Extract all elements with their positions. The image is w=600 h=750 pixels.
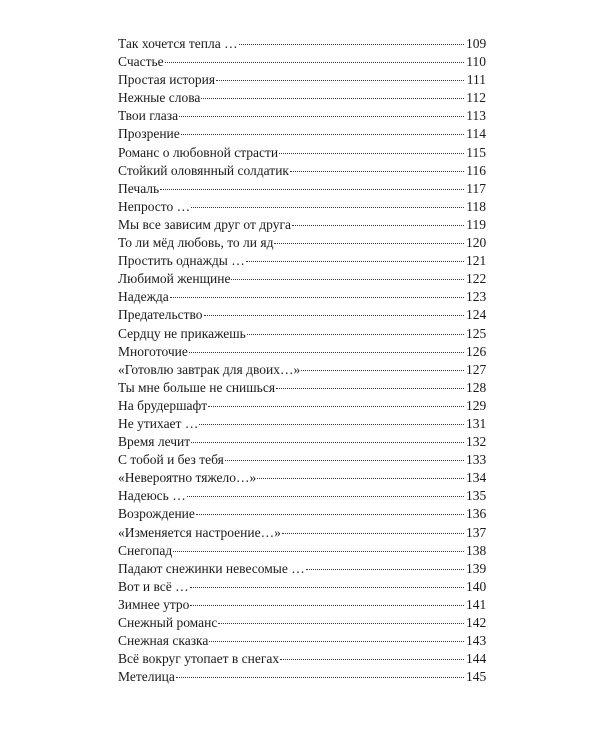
toc-entry-title: Время лечит — [118, 434, 191, 450]
toc-entry — [118, 162, 486, 180]
dot-leader — [216, 80, 464, 81]
toc-entry-page-number: 128 — [466, 379, 487, 395]
dot-leader — [179, 116, 464, 117]
dot-leader — [257, 478, 464, 479]
toc-entry-title: То ли мёд любовь, то ли яд — [118, 235, 274, 251]
dot-leader — [191, 442, 464, 443]
toc-entry — [118, 198, 486, 216]
toc-entry-title: Надеюсь … — [118, 488, 186, 504]
toc-entry-page-number: 113 — [466, 108, 486, 124]
toc-entry — [118, 270, 486, 288]
toc-entry-title: Прозрение — [118, 126, 180, 142]
dot-leader — [190, 587, 464, 588]
toc-entry-page-number: 131 — [466, 415, 487, 431]
toc-entry — [118, 487, 486, 505]
dot-leader — [189, 352, 464, 353]
dot-leader — [173, 551, 464, 552]
toc-entry-title: Печаль — [118, 180, 160, 196]
toc-entry-title: Ты мне больше не снишься — [118, 379, 276, 395]
dot-leader — [181, 134, 464, 135]
toc-entry-title: Снежная сказка — [118, 633, 209, 649]
toc-entry-title: Романс о любовной страсти — [118, 144, 279, 160]
toc-entry-title: Возрождение — [118, 506, 195, 522]
dot-leader — [274, 243, 464, 244]
toc-entry — [118, 288, 486, 306]
toc-entry-title: Предательство — [118, 307, 203, 323]
toc-entry — [118, 89, 486, 107]
toc-entry-page-number: 123 — [466, 289, 487, 305]
toc-entry — [118, 542, 486, 560]
toc-entry-page-number: 132 — [466, 434, 487, 450]
toc-entry — [118, 632, 486, 650]
dot-leader — [209, 641, 464, 642]
toc-entry-title: Любимой женщине — [118, 271, 231, 287]
toc-entry-title: Счастье — [118, 54, 164, 70]
toc-entry-page-number: 138 — [466, 542, 487, 558]
toc-entry — [118, 668, 486, 686]
toc-entry-page-number: 126 — [466, 343, 487, 359]
toc-entry-title: Метелица — [118, 669, 175, 685]
toc-entry-title: Зимнее утро — [118, 596, 190, 612]
toc-entry-title: Вот и всё … — [118, 578, 189, 594]
toc-entry-page-number: 115 — [466, 144, 486, 160]
toc-entry-title: Многоточие — [118, 343, 188, 359]
toc-entry-page-number: 136 — [466, 506, 487, 522]
toc-entry-title: Надежда — [118, 289, 169, 305]
toc-entry-title: Так хочется тепла … — [118, 36, 238, 51]
toc-entry — [118, 451, 486, 469]
dot-leader — [282, 533, 464, 534]
dot-leader — [165, 62, 464, 63]
toc-entry-page-number: 121 — [466, 253, 487, 269]
toc-entry — [118, 107, 486, 125]
dot-leader — [301, 370, 464, 371]
toc-entry-title: Стойкий оловянный солдатик — [118, 162, 289, 178]
dot-leader — [160, 189, 464, 190]
dot-leader — [292, 225, 464, 226]
toc-entry-title: Падают снежинки невесомые … — [118, 560, 305, 576]
toc-entry — [118, 614, 486, 632]
toc-entry-title: «Изменяется настроение…» — [118, 524, 281, 540]
dot-leader — [196, 514, 464, 515]
toc-entry-page-number: 144 — [466, 651, 487, 667]
toc-entry-page-number: 120 — [466, 235, 487, 251]
toc-entry — [118, 596, 486, 614]
toc-entry-page-number: 141 — [466, 596, 487, 612]
toc-entry — [118, 397, 486, 415]
toc-entry-page-number: 118 — [466, 198, 486, 214]
toc-entry — [118, 433, 486, 451]
dot-leader — [280, 659, 464, 660]
toc-entry — [118, 560, 486, 578]
dot-leader — [239, 44, 464, 45]
toc-entry — [118, 379, 486, 397]
toc-entry-page-number: 135 — [466, 488, 487, 504]
toc-entry — [118, 469, 486, 487]
dot-leader — [201, 98, 464, 99]
toc-entry-title: Простить однажды … — [118, 253, 245, 269]
toc-entry-title: Твои глаза — [118, 108, 179, 124]
dot-leader — [204, 315, 464, 316]
toc-entry — [118, 234, 486, 252]
toc-entry-page-number: 142 — [466, 615, 487, 630]
toc-entry — [118, 325, 486, 343]
toc-entry-page-number: 117 — [466, 180, 486, 196]
toc-entry — [118, 415, 486, 433]
dot-leader — [246, 261, 464, 262]
toc-entry-page-number: 110 — [466, 54, 486, 70]
dot-leader — [191, 207, 464, 208]
dot-leader — [176, 677, 464, 678]
toc-entry — [118, 252, 486, 270]
toc-entry-page-number: 134 — [466, 470, 487, 486]
toc-entry — [118, 180, 486, 198]
toc-entry-page-number: 143 — [466, 633, 487, 649]
dot-leader — [170, 297, 464, 298]
toc-entry-page-number: 145 — [466, 669, 487, 685]
dot-leader — [187, 496, 464, 497]
toc-entry — [118, 505, 486, 523]
toc-entry-title: С тобой и без тебя — [118, 452, 224, 468]
toc-entry — [118, 53, 486, 71]
toc-entry-page-number: 116 — [466, 162, 486, 178]
toc-entry-title: «Невероятно тяжело…» — [118, 470, 257, 486]
toc-entry-page-number: 137 — [466, 524, 487, 540]
dot-leader — [306, 569, 464, 570]
toc-entry-title: Снегопад — [118, 542, 173, 558]
toc-entry-page-number: 129 — [466, 397, 487, 413]
toc-entry — [118, 216, 486, 234]
toc-entry-title: На брудершафт — [118, 397, 208, 413]
toc-entry — [118, 361, 486, 379]
toc-entry-page-number: 111 — [466, 72, 486, 88]
toc-entry-page-number: 127 — [466, 361, 487, 377]
toc-entry — [118, 524, 486, 542]
toc-entry-title: «Готовлю завтрак для двоих…» — [118, 361, 301, 377]
toc-entry-title: Снежный романс — [118, 615, 218, 630]
dot-leader — [276, 388, 464, 389]
toc-entry-page-number: 122 — [466, 271, 487, 287]
dot-leader — [218, 623, 464, 624]
toc-entry-page-number: 109 — [466, 36, 487, 51]
toc-entry — [118, 125, 486, 143]
dot-leader — [208, 406, 464, 407]
toc-entry — [118, 35, 486, 53]
toc-entry — [118, 306, 486, 324]
toc-entry — [118, 578, 486, 596]
toc-entry-page-number: 139 — [466, 560, 487, 576]
dot-leader — [225, 460, 464, 461]
dot-leader — [199, 424, 464, 425]
toc-entry — [118, 650, 486, 668]
toc-entry-page-number: 133 — [466, 452, 487, 468]
table-of-contents — [118, 35, 486, 686]
toc-entry-page-number: 114 — [466, 126, 486, 142]
toc-entry-page-number: 140 — [466, 578, 487, 594]
dot-leader — [279, 153, 464, 154]
dot-leader — [190, 605, 464, 606]
toc-entry-title: Сердцу не прикажешь — [118, 325, 246, 341]
toc-entry-page-number: 119 — [466, 216, 486, 232]
toc-entry-page-number: 125 — [466, 325, 487, 341]
toc-entry-page-number: 112 — [466, 90, 486, 106]
toc-entry-title: Нежные слова — [118, 90, 201, 106]
toc-entry — [118, 343, 486, 361]
toc-entry-title: Всё вокруг утопает в снегах — [118, 651, 280, 667]
dot-leader — [247, 334, 464, 335]
dot-leader — [290, 171, 464, 172]
toc-entry-title: Не утихает … — [118, 415, 199, 431]
toc-entry-title: Мы все зависим друг от друга — [118, 216, 291, 232]
toc-entry-page-number: 124 — [466, 307, 487, 323]
toc-entry-title: Непросто … — [118, 198, 191, 214]
toc-entry — [118, 71, 486, 89]
toc-entry — [118, 144, 486, 162]
toc-entry-title: Простая история — [118, 72, 216, 88]
dot-leader — [231, 279, 464, 280]
